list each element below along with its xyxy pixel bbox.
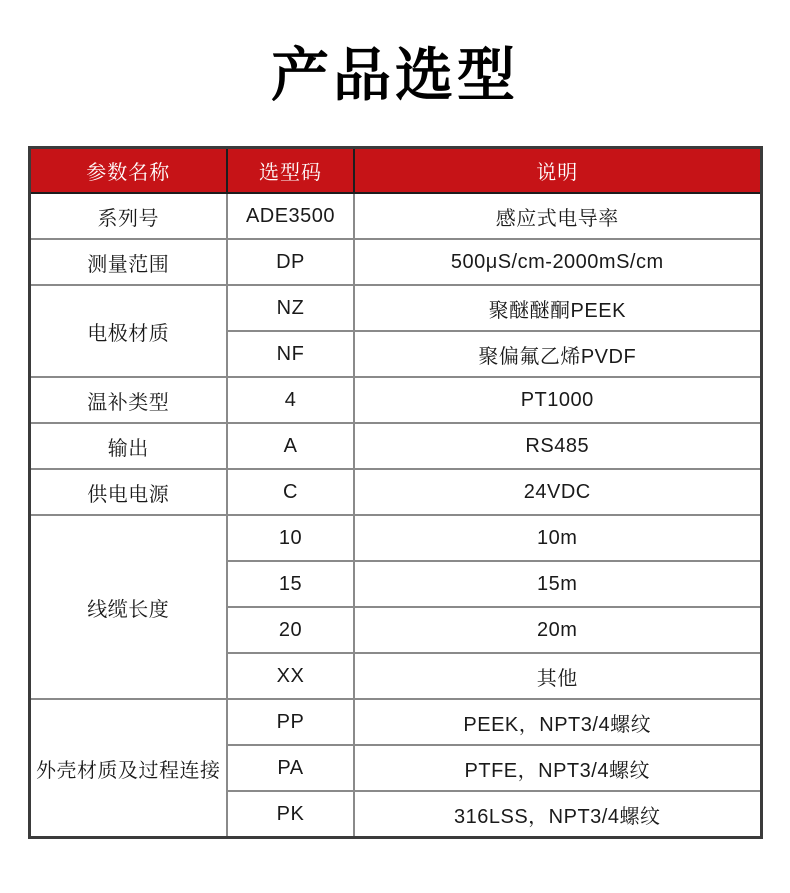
column-header-description: 说明 (354, 148, 761, 194)
description-cell: 24VDC (354, 469, 761, 515)
parameter-name-cell: 电极材质 (29, 285, 227, 377)
column-header-parameter-name: 参数名称 (29, 148, 227, 194)
table-row (29, 699, 761, 745)
description-cell: 聚醚醚酮PEEK (354, 285, 761, 331)
description-cell: PEEK，NPT3/4螺纹 (354, 699, 761, 745)
description-cell: 316LSS，NPT3/4螺纹 (354, 791, 761, 838)
selection-code-cell: NF (227, 331, 354, 377)
table-row (29, 515, 761, 561)
parameter-name-cell: 测量范围 (29, 239, 227, 285)
product-selection-table (28, 146, 763, 839)
selection-code-cell: PP (227, 699, 354, 745)
description-cell: PT1000 (354, 377, 761, 423)
table-row (29, 285, 761, 331)
table-row (29, 377, 761, 423)
table-row (29, 193, 761, 239)
description-cell: 其他 (354, 653, 761, 699)
selection-code-cell: ADE3500 (227, 193, 354, 239)
selection-code-cell: NZ (227, 285, 354, 331)
column-header-selection-code: 选型码 (227, 148, 354, 194)
table-row (29, 469, 761, 515)
selection-code-cell: C (227, 469, 354, 515)
selection-code-cell: 20 (227, 607, 354, 653)
selection-code-cell: 4 (227, 377, 354, 423)
parameter-name-cell: 外壳材质及过程连接 (29, 699, 227, 838)
parameter-name-cell: 线缆长度 (29, 515, 227, 699)
selection-code-cell: PK (227, 791, 354, 838)
parameter-name-cell: 输出 (29, 423, 227, 469)
description-cell: RS485 (354, 423, 761, 469)
description-cell: 500μS/cm-2000mS/cm (354, 239, 761, 285)
parameter-name-cell: 系列号 (29, 193, 227, 239)
parameter-name-cell: 供电电源 (29, 469, 227, 515)
description-cell: PTFE，NPT3/4螺纹 (354, 745, 761, 791)
description-cell: 聚偏氟乙烯PVDF (354, 331, 761, 377)
table-row (29, 423, 761, 469)
description-cell: 感应式电导率 (354, 193, 761, 239)
description-cell: 10m (354, 515, 761, 561)
description-cell: 20m (354, 607, 761, 653)
page-title: 产品选型 (270, 43, 519, 108)
table-header-row (29, 148, 761, 194)
selection-code-cell: A (227, 423, 354, 469)
parameter-name-cell: 温补类型 (29, 377, 227, 423)
selection-code-cell: DP (227, 239, 354, 285)
table-row (29, 239, 761, 285)
selection-code-cell: PA (227, 745, 354, 791)
selection-code-cell: 15 (227, 561, 354, 607)
description-cell: 15m (354, 561, 761, 607)
selection-code-cell: XX (227, 653, 354, 699)
selection-code-cell: 10 (227, 515, 354, 561)
